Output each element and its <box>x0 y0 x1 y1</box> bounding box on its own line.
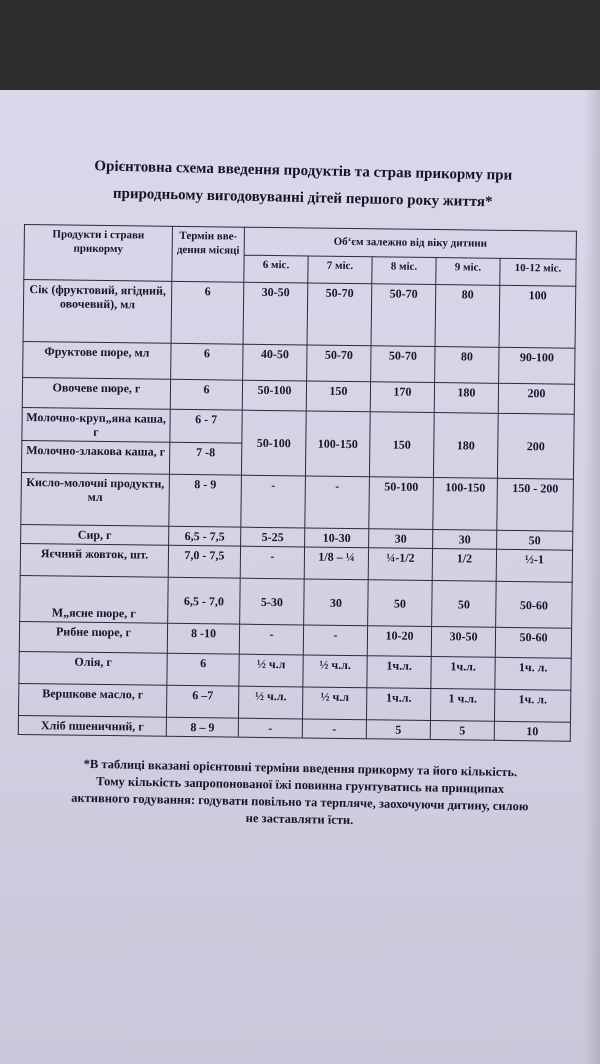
cell-7: ½ ч.л <box>302 687 366 720</box>
row-name: Хліб пшеничний, г <box>18 715 166 736</box>
cell-8: 50 <box>368 580 433 627</box>
cell-6: ½ ч.л <box>239 654 303 687</box>
cell-7: - <box>303 625 367 656</box>
row-term: 6 –7 <box>166 685 238 718</box>
cell-8: 50-70 <box>371 284 436 347</box>
row-term: 6,5 - 7,5 <box>169 526 241 546</box>
cell-6: 50-100 <box>241 410 306 476</box>
cell-10-12: 200 <box>497 413 574 479</box>
cell-9: 30 <box>433 530 497 550</box>
feeding-schedule-table <box>18 224 577 742</box>
cell-7: 10-30 <box>305 528 369 548</box>
page-fold-shadow <box>584 90 600 1064</box>
cell-8: 170 <box>370 382 434 413</box>
row-name: Сік (фруктовий, ягідний, овочевий), мл <box>23 280 172 344</box>
cell-10-12: 1ч. л. <box>494 689 570 722</box>
table-row <box>23 280 576 349</box>
cell-6: - <box>238 718 302 738</box>
row-term: 8 - 9 <box>169 474 242 527</box>
row-term: 8 – 9 <box>166 717 238 737</box>
cell-6: - <box>241 475 306 528</box>
cell-10-12: 90-100 <box>499 347 575 384</box>
row-name: Молочно-круп„яна каша, г <box>22 407 170 442</box>
row-name: Вершкове масло, г <box>18 683 166 717</box>
header-age-9: 9 міс. <box>436 257 500 285</box>
footnote-line-3: активного годування: годувати повільно та терпляче, заохочуючи дитину, силою <box>71 790 529 814</box>
row-name: Молочно-злакова каша, г <box>21 440 169 474</box>
cell-10-12: 50-60 <box>496 581 573 628</box>
title-line-2: природньому вигодовуванні дітей першого року життя* <box>112 185 493 211</box>
cell-10-12: 10 <box>494 721 570 741</box>
cell-10-12: 150 - 200 <box>497 478 574 531</box>
row-name: Рибне пюре, г <box>19 621 167 653</box>
header-age-7: 7 міс. <box>308 255 372 283</box>
cell-9: 80 <box>435 347 499 384</box>
cell-6: ½ ч.л. <box>238 686 302 719</box>
cell-7: - <box>305 476 370 529</box>
cell-7: 1/8 – ¼ <box>304 547 368 580</box>
cell-6: - <box>240 546 304 579</box>
cell-8: 1ч.л. <box>366 688 430 721</box>
cell-9: 30-50 <box>431 627 495 658</box>
cell-8: 150 <box>369 412 434 478</box>
cell-9: 1ч.л. <box>431 657 495 690</box>
cell-7: ½ ч.л. <box>303 655 367 688</box>
title-line-1: Орієнтовна схема введення продуктів та страв прикорму при <box>94 158 513 184</box>
cell-9: 100-150 <box>433 478 498 531</box>
row-term: 8 -10 <box>167 623 239 654</box>
cell-6: - <box>239 624 303 655</box>
cell-6: 50-100 <box>242 380 306 411</box>
row-term: 7,0 - 7,5 <box>168 545 240 578</box>
header-age-10-12: 10-12 міс. <box>500 258 576 286</box>
row-name: Фруктове пюре, мл <box>23 341 171 379</box>
cell-9: 1/2 <box>432 549 496 582</box>
row-term: 6,5 - 7,0 <box>168 577 241 624</box>
cell-7: 50-70 <box>307 283 372 346</box>
row-name: Кисло-молочні продукти, мл <box>21 472 170 526</box>
row-name: М„ясне пюре, г <box>20 575 169 623</box>
cell-8: 1ч.л. <box>367 656 431 689</box>
cell-9: 180 <box>433 413 498 479</box>
cell-7: 30 <box>304 579 369 626</box>
row-term: 6 <box>171 281 244 344</box>
cell-10-12: 100 <box>499 285 576 348</box>
row-term: 6 - 7 <box>170 409 242 443</box>
document-page <box>0 90 600 1064</box>
cell-9: 80 <box>435 285 500 348</box>
cell-8: 10-20 <box>367 626 431 657</box>
cell-7: - <box>302 719 366 739</box>
cell-6: 5-30 <box>240 578 305 625</box>
row-name: Овочеве пюре, г <box>22 377 170 409</box>
table-row <box>21 472 574 531</box>
row-term: 6 <box>167 653 239 686</box>
header-row <box>24 225 576 259</box>
document-title <box>27 152 578 218</box>
cell-6: 40-50 <box>243 344 307 381</box>
cell-10-12: 200 <box>498 383 574 414</box>
footnote <box>39 755 560 833</box>
footnote-line-2: Тому кількість запропонованої їжі повинна грунтуватись на принципах <box>96 774 505 796</box>
row-name: Олія, г <box>19 651 167 685</box>
cell-9: 1 ч.л. <box>430 689 494 722</box>
row-name: Сир, г <box>21 524 169 545</box>
cell-8: 30 <box>369 529 433 549</box>
footnote-line-4: не заставляти їсти. <box>245 810 354 828</box>
cell-8: 50-70 <box>371 346 435 383</box>
cell-7: 150 <box>306 381 370 412</box>
row-term: 6 <box>171 343 243 380</box>
row-term: 6 <box>170 379 242 410</box>
row-term: 7 -8 <box>169 442 241 475</box>
cell-8: 5 <box>366 720 430 740</box>
header-age-8: 8 міс. <box>372 256 436 284</box>
cell-10-12: 50-60 <box>495 627 571 658</box>
cell-10-12: 50 <box>497 530 573 550</box>
table-row <box>20 575 573 628</box>
cell-10-12: ½-1 <box>496 549 572 582</box>
header-term: Термін вве-дення місяці <box>172 226 245 282</box>
cell-8: 50-100 <box>369 477 434 530</box>
header-volume: Об‘єм залежно від віку дитини <box>244 227 576 259</box>
cell-10-12: 1ч. л. <box>495 657 571 690</box>
footnote-line-1: *В таблиці вказані орієнтовні терміни введення прикорму та його кількість. <box>83 756 518 780</box>
cell-8: ¼-1/2 <box>368 548 432 581</box>
cell-6: 5-25 <box>241 527 305 547</box>
row-name: Яєчний жовток, шт. <box>20 543 168 577</box>
cell-9: 180 <box>434 383 498 414</box>
header-product: Продукти і страви прикорму <box>24 225 173 282</box>
cell-6: 30-50 <box>243 282 308 345</box>
cell-9: 5 <box>430 721 494 741</box>
header-age-6: 6 міс. <box>244 255 308 283</box>
cell-7: 50-70 <box>307 345 371 382</box>
cell-7: 100-150 <box>305 411 370 477</box>
cell-9: 50 <box>432 581 497 628</box>
